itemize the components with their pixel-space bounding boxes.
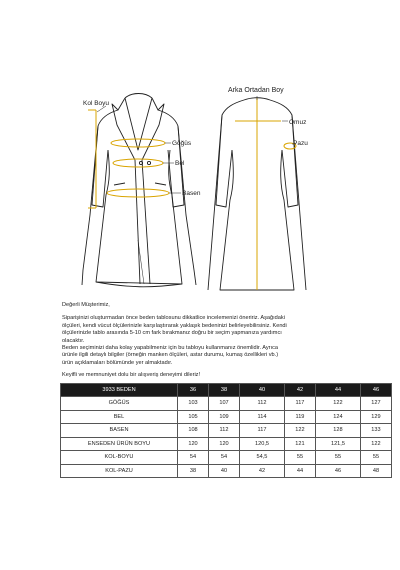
table-cell: 103	[178, 397, 209, 411]
table-cell: 127	[360, 397, 391, 411]
note-line-7: ürün açıklamaları bölümünde yer almaktadır.	[62, 359, 173, 366]
table-cell: 105	[178, 410, 209, 424]
table-cell: 107	[209, 397, 240, 411]
row-label: ENSEDEN ÜRÜN BOYU	[61, 437, 178, 451]
table-row	[61, 451, 392, 465]
header-size: 44	[315, 384, 360, 397]
table-cell: 121	[284, 437, 315, 451]
header-label: 3933 BEDEN	[61, 384, 178, 397]
table-row	[61, 437, 392, 451]
table-cell: 114	[240, 410, 285, 424]
table-cell: 117	[240, 424, 285, 438]
table-cell: 55	[315, 451, 360, 465]
table-cell: 112	[240, 397, 285, 411]
header-size: 46	[360, 384, 391, 397]
table-row	[61, 464, 392, 478]
note-line-6: ürünle ilgili detaylı bilgiler (örneğin manken ölçüleri, astar durumu, kumaş özellikleri vb.)	[62, 352, 279, 359]
row-label: BASEN	[61, 424, 178, 438]
table-cell: 55	[284, 451, 315, 465]
table-cell: 55	[360, 451, 391, 465]
customer-note	[62, 302, 392, 380]
table-cell: 54	[209, 451, 240, 465]
front-measurement-lines	[88, 110, 169, 208]
table-cell: 46	[315, 464, 360, 478]
note-line-1: Siparişinizi oluşturmadan önce beden tablosunu dikkatlice incelemenizi öneririz. Aşağıdaki	[62, 315, 285, 322]
table-cell: 54,5	[240, 451, 285, 465]
row-label: KOL-PAZU	[61, 464, 178, 478]
label-arka-ortadan-boy: Arka Ortadan Boy	[228, 87, 284, 94]
row-label: GÖĞÜS	[61, 397, 178, 411]
table-cell: 122	[315, 397, 360, 411]
table-cell: 117	[284, 397, 315, 411]
greeting: Değerli Müşterimiz,	[62, 302, 110, 308]
front-coat-drawing	[82, 94, 196, 287]
note-line-4: olacaktır.	[62, 337, 85, 344]
table-cell: 119	[284, 410, 315, 424]
front-label-connectors	[97, 106, 181, 193]
table-cell: 54	[178, 451, 209, 465]
table-cell: 48	[360, 464, 391, 478]
row-label: BEL	[61, 410, 178, 424]
table-cell: 124	[315, 410, 360, 424]
gogus-line	[111, 139, 165, 147]
note-line-5: Beden seçiminizi daha kolay yapabilmeniz için bu tabloyu kullanmanız önemlidir. Ayrıca	[62, 345, 278, 352]
header-size: 40	[240, 384, 285, 397]
label-gogus: Göğüs	[172, 140, 192, 147]
table-cell: 120,5	[240, 437, 285, 451]
table-cell: 38	[178, 464, 209, 478]
table-cell: 42	[240, 464, 285, 478]
table-row	[61, 424, 392, 438]
note-line-2: ölçüleri, kendi vücut ölçülerinizle karşılaştırarak yaklaşık bedeninizi belirleyebilirsiniz. Kendi	[62, 322, 287, 329]
header-size: 38	[209, 384, 240, 397]
label-bel: Bel	[175, 160, 185, 167]
table-cell: 129	[360, 410, 391, 424]
table-cell: 120	[178, 437, 209, 451]
row-label: KOL-BOYU	[61, 451, 178, 465]
header-size: 36	[178, 384, 209, 397]
header-size: 42	[284, 384, 315, 397]
label-pazu: Pazu	[293, 140, 308, 147]
note-line-3: ölçülerinizle tablo arasında 5-10 cm fark bırakmanız doğru bir seçim yapmanıza yardımcı	[62, 330, 282, 337]
table-cell: 109	[209, 410, 240, 424]
table-row	[61, 397, 392, 411]
label-basen: Basen	[182, 190, 201, 197]
table-cell: 121,5	[315, 437, 360, 451]
table-row	[61, 410, 392, 424]
bel-line	[113, 159, 163, 167]
table-cell: 44	[284, 464, 315, 478]
basen-line	[107, 189, 169, 197]
table-cell: 120	[209, 437, 240, 451]
label-kol-boyu: Kol Boyu	[83, 100, 110, 107]
size-table-header	[61, 384, 392, 397]
size-table	[60, 383, 392, 478]
table-cell: 108	[178, 424, 209, 438]
closing-line: Keyifli ve memnuniyet dolu bir alışveriş deneyimi dileriz!	[62, 372, 201, 379]
table-cell: 122	[360, 437, 391, 451]
label-omuz: Omuz	[289, 119, 307, 126]
table-cell: 128	[315, 424, 360, 438]
table-cell: 40	[209, 464, 240, 478]
table-cell: 122	[284, 424, 315, 438]
table-cell: 133	[360, 424, 391, 438]
table-cell: 112	[209, 424, 240, 438]
